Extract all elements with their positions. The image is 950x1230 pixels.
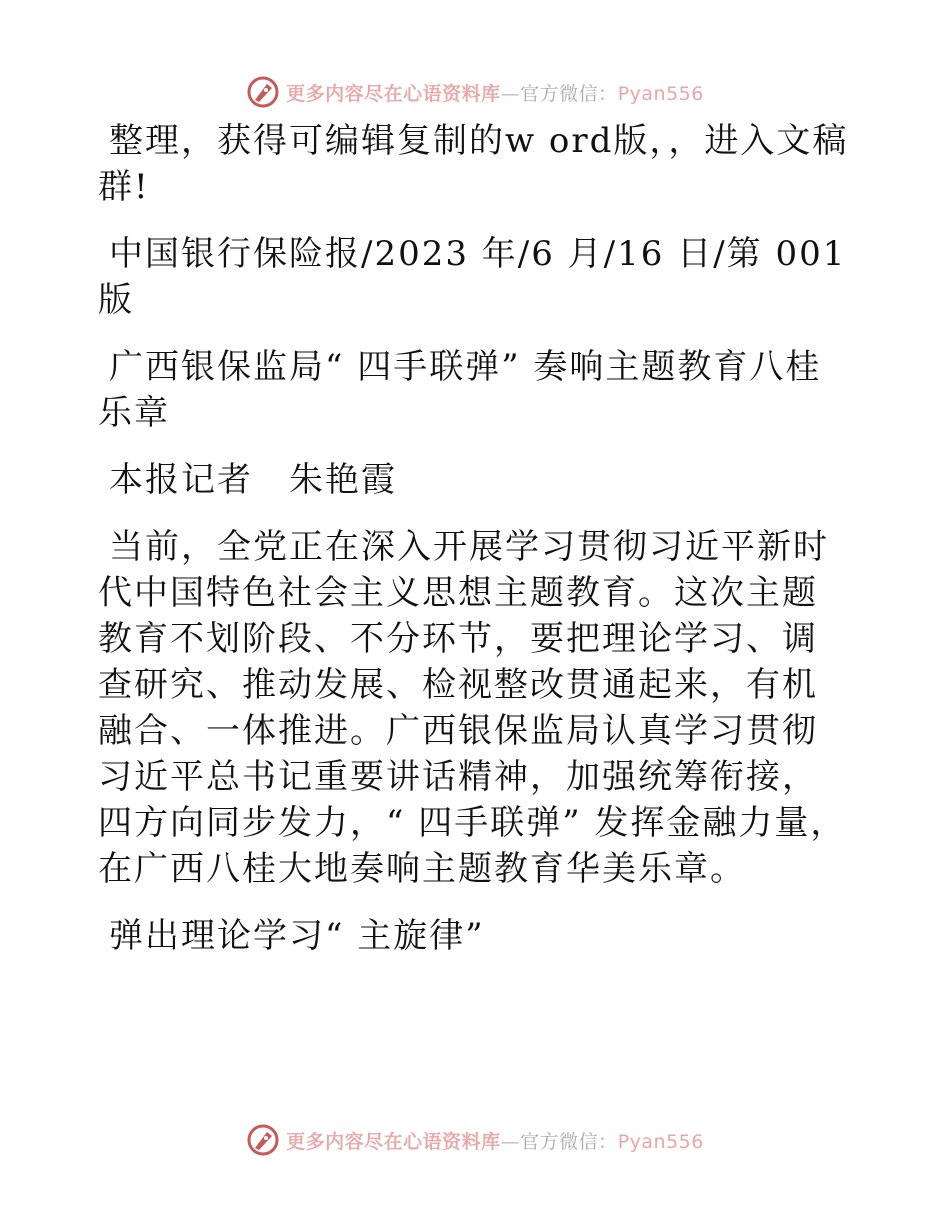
body-paragraph: 当前，全党正在深入开展学习贯彻习近平新时代中国特色社会主义思想主题教育。这次主题教育不划阶段、不分环节，要把理论学习、调查研究、推动发展、检视整改贯通起来，有机融合、一体推进。广西银保监局认真学习贯彻习近平总书记重要讲话精神，加强统筹衔接，四方向同步发力，“ 四手联弹” 发挥金融力量，在广西八桂大地奏响主题教育华美乐章。	[98, 527, 847, 889]
header-banner	[0, 70, 950, 114]
banner-text	[286, 1127, 704, 1154]
banner-wechat-label: 官方微信：	[520, 82, 618, 105]
banner-main-text: 更多内容尽在心语资料库	[286, 1130, 501, 1153]
banner-separator: —	[500, 82, 521, 105]
banner-wechat-label: 官方微信：	[520, 1130, 618, 1153]
section-heading: 弹出理论学习“ 主旋律”	[109, 916, 485, 956]
source-line: 中国银行保险报/2023 年/6 月/16 日/第 001 版	[98, 234, 847, 320]
footer-banner	[0, 1118, 950, 1162]
banner-text	[286, 79, 704, 106]
article-title: 广西银保监局“ 四手联弹” 奏响主题教育八桂乐章	[98, 347, 822, 433]
banner-wechat-id: Pyan556	[617, 1130, 704, 1153]
banner-separator: —	[500, 1130, 521, 1153]
banner-main-text: 更多内容尽在心语资料库	[286, 82, 501, 105]
pen-nib-circle-icon	[246, 75, 280, 109]
document-body	[98, 118, 850, 980]
byline: 本报记者 朱艳霞	[109, 460, 397, 500]
pen-nib-circle-icon	[246, 1123, 280, 1157]
banner-wechat-id: Pyan556	[617, 82, 704, 105]
intro-paragraph: 整理，获得可编辑复制的w ord版，，进入文稿群!	[98, 121, 849, 207]
